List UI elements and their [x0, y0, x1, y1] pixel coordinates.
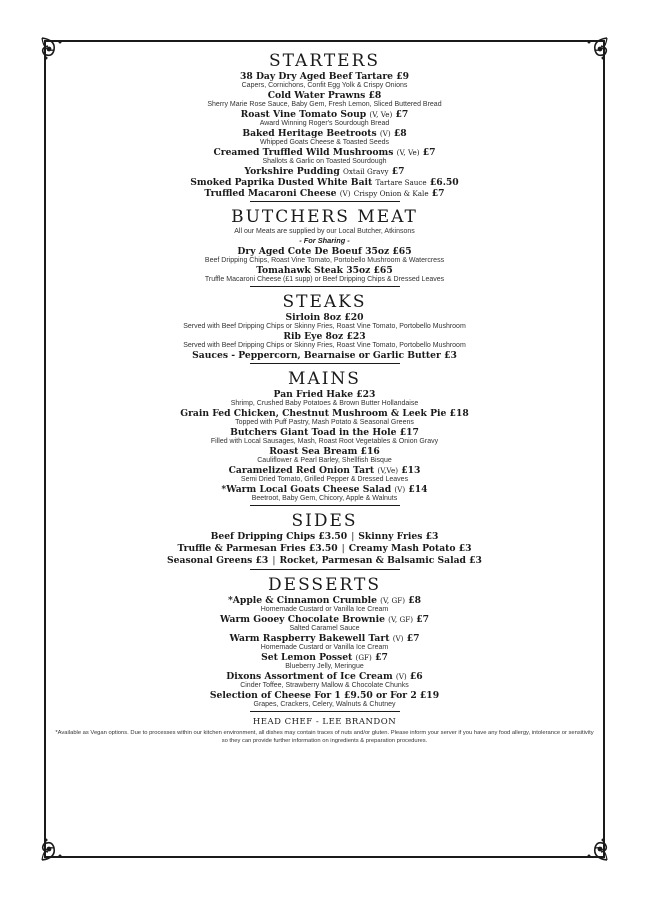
item-description: Beef Dripping Chips, Roast Vine Tomato, Portobello Mushroom & Watercress	[204, 257, 445, 264]
side-item: Creamy Mash Potato £3	[348, 543, 472, 554]
item-price: £18	[449, 408, 469, 419]
section-title: BUTCHERS MEAT	[231, 207, 418, 227]
item-name: Caramelized Red Onion Tart	[228, 465, 375, 476]
menu-item-line	[46, 71, 603, 82]
item-description: Truffle Macaroni Cheese (£1 supp) or Beef Dripping Chips & Dressed Leaves	[204, 276, 445, 283]
starters-section	[46, 51, 603, 202]
menu-content	[46, 51, 603, 745]
item-description: Homemade Custard or Vanilla Ice Cream	[260, 644, 389, 651]
menu-item	[46, 147, 603, 166]
dietary-tag: (V)	[392, 634, 404, 643]
item-name: Warm Gooey Chocolate Brownie	[220, 614, 385, 625]
dietary-tag: (V, Ve)	[369, 110, 393, 119]
menu-item	[46, 331, 603, 350]
item-name: Rib Eye 8oz	[283, 331, 344, 342]
menu-item	[46, 614, 603, 633]
item-description: Salted Caramel Sauce	[289, 625, 360, 632]
menu-item-line	[46, 188, 603, 199]
item-name: Pan Fried Hake	[273, 389, 354, 400]
item-description: Shallots & Garlic on Toasted Sourdough	[262, 158, 387, 165]
menu-item-line	[46, 246, 603, 257]
item-price: £6.50	[429, 177, 459, 188]
item-price: £8	[368, 90, 382, 101]
item-name: Baked Heritage Beetroots	[242, 128, 377, 139]
section-title: SIDES	[291, 511, 358, 531]
item-name: Cold Water Prawns	[267, 90, 366, 101]
item-price: £3	[444, 350, 457, 361]
menu-item-line	[46, 408, 603, 419]
menu-item-line	[46, 389, 603, 400]
item-price: £7	[391, 166, 405, 177]
corner-flourish-icon	[40, 832, 70, 862]
menu-item-line	[46, 633, 603, 644]
starters-items	[46, 71, 603, 199]
section-divider	[250, 711, 400, 712]
item-description: Grapes, Crackers, Celery, Walnuts & Chutney	[253, 701, 396, 708]
item-name: Warm Raspberry Bakewell Tart	[229, 633, 390, 644]
item-price: £65	[392, 246, 412, 257]
item-price: £23	[356, 389, 376, 400]
item-price: £23	[346, 331, 366, 342]
menu-item	[46, 465, 603, 484]
menu-item	[46, 188, 603, 199]
menu-item	[46, 312, 603, 331]
sides-line	[46, 555, 603, 567]
item-description: Whipped Goats Cheese & Toasted Seeds	[259, 139, 390, 146]
dietary-tag: (V, Ve)	[396, 148, 420, 157]
menu-item-line	[46, 671, 603, 682]
steaks-items	[46, 312, 603, 361]
menu-item-line	[46, 265, 603, 276]
menu-item	[46, 177, 603, 188]
item-description: Cinder Toffee, Strawberry Mallow & Chocolate Chunks	[240, 682, 409, 689]
head-chef-credit: HEAD CHEF - LEE BRANDON	[252, 717, 397, 727]
item-price: £7	[422, 147, 436, 158]
dietary-tag: (V)	[379, 129, 391, 138]
menu-item	[46, 350, 603, 361]
steaks-section	[46, 292, 603, 364]
section-divider	[250, 201, 400, 202]
item-price: £14	[408, 484, 428, 495]
menu-item-line	[46, 166, 603, 177]
item-name: Sauces - Peppercorn, Bearnaise or Garlic Butter	[192, 350, 441, 361]
item-name: Roast Vine Tomato Soup	[240, 109, 367, 120]
item-name: Tomahawk Steak 35oz	[256, 265, 371, 276]
menu-item-line	[46, 690, 603, 701]
section-divider	[250, 569, 400, 570]
item-description: Beetroot, Baby Gem, Chicory, Apple & Walnuts	[251, 495, 398, 502]
menu-item	[46, 128, 603, 147]
side-separator: |	[341, 543, 345, 554]
menu-item-line	[46, 446, 603, 457]
item-name: Roast Sea Bream	[269, 446, 358, 457]
menu-item-line	[46, 331, 603, 342]
item-price: £16	[360, 446, 380, 457]
item-price: £7	[406, 633, 420, 644]
item-name: Grain Fed Chicken, Chestnut Mushroom & Leek Pie	[180, 408, 447, 419]
section-title: STARTERS	[268, 51, 381, 71]
sides-line	[46, 543, 603, 555]
side-item: Truffle & Parmesan Fries £3.50	[177, 543, 338, 554]
item-name: *Warm Local Goats Cheese Salad	[221, 484, 392, 495]
inline-description: Crispy Onion & Kale	[353, 189, 429, 198]
section-title: STEAKS	[282, 292, 367, 312]
menu-item	[46, 109, 603, 128]
dietary-tag: (V)	[394, 485, 406, 494]
section-title: DESSERTS	[268, 575, 381, 595]
item-name: *Apple & Cinnamon Crumble	[227, 595, 377, 606]
menu-item	[46, 246, 603, 265]
menu-item	[46, 166, 603, 177]
inline-description: Oxtail Gravy	[342, 167, 389, 176]
item-name: Butchers Giant Toad in the Hole	[230, 427, 397, 438]
menu-frame	[44, 40, 605, 858]
section-title: MAINS	[288, 369, 361, 389]
menu-item	[46, 71, 603, 90]
menu-item	[46, 427, 603, 446]
dietary-tag: (V)	[395, 672, 407, 681]
dietary-tag: (V,Ve)	[377, 466, 398, 475]
dietary-tag: (V)	[339, 189, 351, 198]
item-name: Set Lemon Posset	[261, 652, 353, 663]
item-price: £7	[375, 652, 388, 663]
butchers-items	[46, 246, 603, 284]
menu-item-line	[46, 427, 603, 438]
item-name: Dry Aged Cote De Boeuf 35oz	[237, 246, 390, 257]
item-price: £9	[396, 71, 410, 82]
menu-item-line	[46, 595, 603, 606]
item-name: Smoked Paprika Dusted White Bait	[190, 177, 373, 188]
menu-item-line	[46, 350, 603, 361]
menu-item-line	[46, 90, 603, 101]
butchers-meat-section	[46, 207, 603, 287]
menu-item	[46, 484, 603, 503]
dietary-tag: (V, GF)	[388, 615, 413, 624]
item-description: Topped with Puff Pastry, Mash Potato & Seasonal Greens	[235, 419, 414, 426]
item-name: 38 Day Dry Aged Beef Tartare	[239, 71, 394, 82]
item-description: Capers, Cornichons, Confit Egg Yolk & Crispy Onions	[241, 82, 408, 89]
item-description: Shrimp, Crushed Baby Potatoes & Brown Butter Hollandaise	[230, 400, 419, 407]
item-price: £7	[395, 109, 409, 120]
menu-item-line	[46, 177, 603, 188]
item-description: Filled with Local Sausages, Mash, Roast Root Vegetables & Onion Gravy	[210, 438, 439, 445]
side-item: Seasonal Greens £3	[167, 555, 269, 566]
menu-item	[46, 595, 603, 614]
item-price: £13	[401, 465, 421, 476]
menu-item-line	[46, 465, 603, 476]
item-description: Homemade Custard or Vanilla Ice Cream	[260, 606, 389, 613]
side-separator: |	[351, 531, 355, 542]
item-name: Dixons Assortment of Ice Cream	[226, 671, 393, 682]
item-name: Truffled Macaroni Cheese	[204, 188, 337, 199]
item-price: £6	[409, 671, 423, 682]
menu-item-line	[46, 312, 603, 323]
menu-item	[46, 446, 603, 465]
mains-section	[46, 369, 603, 506]
menu-item	[46, 690, 603, 709]
section-divider	[250, 505, 400, 506]
item-name: Yorkshire Pudding	[244, 166, 340, 177]
menu-item-line	[46, 128, 603, 139]
side-item: Rocket, Parmesan & Balsamic Salad £3	[279, 555, 482, 566]
allergen-disclaimer: *Available as Vegan options. Due to processes within our kitchen environment, all dishes may contain traces of nuts and/or gluten. Please inform your server if you have any food allergy, intolerance or sensitivity so they can provide further information on ingredients & preparation procedures.	[55, 730, 594, 744]
for-sharing-label: - For Sharing -	[299, 236, 350, 245]
sides-line	[46, 531, 603, 543]
section-divider	[250, 363, 400, 364]
dietary-tag: (V, GF)	[380, 596, 405, 605]
item-description: Sherry Marie Rose Sauce, Baby Gem, Fresh Lemon, Sliced Buttered Bread	[207, 101, 442, 108]
menu-item	[46, 652, 603, 671]
item-price: £20	[344, 312, 364, 323]
item-price: £7	[431, 188, 445, 199]
item-name: Selection of Cheese For 1 £9.50 or For 2 £19	[209, 690, 440, 701]
mains-items	[46, 389, 603, 503]
item-description: Served with Beef Dripping Chips or Skinny Fries, Roast Vine Tomato, Portobello Mushroom	[183, 323, 466, 330]
item-description: Award Winning Roger's Sourdough Bread	[259, 120, 390, 127]
side-item: Beef Dripping Chips £3.50	[210, 531, 348, 542]
menu-item	[46, 671, 603, 690]
item-price: £65	[373, 265, 393, 276]
item-description: Blueberry Jelly, Meringue	[285, 663, 364, 670]
sides-section	[46, 511, 603, 570]
item-description: Semi Dried Tomato, Grilled Pepper & Dressed Leaves	[240, 476, 409, 483]
item-name: Creamed Truffled Wild Mushrooms	[213, 147, 394, 158]
item-description: Served with Beef Dripping Chips or Skinny Fries, Roast Vine Tomato, Portobello Mushroom	[183, 342, 466, 349]
menu-item	[46, 408, 603, 427]
side-separator: |	[272, 555, 276, 566]
menu-item-line	[46, 652, 603, 663]
item-name: Sirloin 8oz	[285, 312, 342, 323]
dietary-tag: (GF)	[355, 653, 372, 662]
item-description: Cauliflower & Pearl Barley, Shellfish Bisque	[257, 457, 392, 464]
menu-item-line	[46, 147, 603, 158]
desserts-items	[46, 595, 603, 709]
item-price: £7	[416, 614, 429, 625]
section-divider	[250, 286, 400, 287]
desserts-section	[46, 575, 603, 712]
supplier-note: All our Meats are supplied by our Local Butcher, Atkinsons	[234, 228, 415, 235]
menu-item-line	[46, 109, 603, 120]
item-price: £17	[399, 427, 419, 438]
menu-item	[46, 389, 603, 408]
corner-flourish-icon	[579, 832, 609, 862]
menu-item-line	[46, 614, 603, 625]
item-price: £8	[393, 128, 407, 139]
side-item: Skinny Fries £3	[358, 531, 439, 542]
menu-item	[46, 90, 603, 109]
menu-item	[46, 265, 603, 284]
item-price: £8	[408, 595, 421, 606]
menu-item-line	[46, 484, 603, 495]
inline-description: Tartare Sauce	[375, 178, 427, 187]
menu-item	[46, 633, 603, 652]
